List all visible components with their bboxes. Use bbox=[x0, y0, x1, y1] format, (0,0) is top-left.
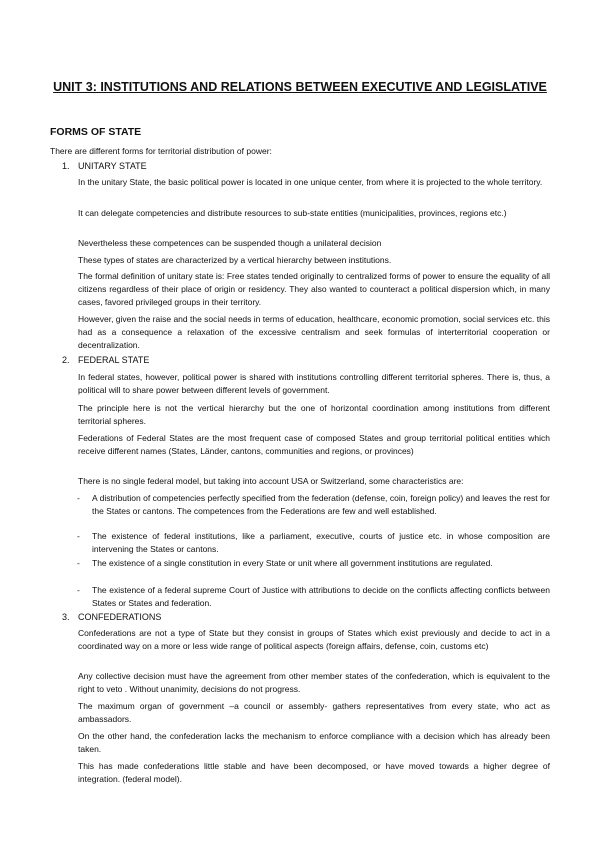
paragraph: These types of states are characterized by a vertical hierarchy between institutions. bbox=[78, 255, 392, 265]
list-item-text: The existence of a single constitution in every State or unit where all government institutions are regulated. bbox=[92, 558, 493, 568]
section-number: 1. bbox=[62, 161, 70, 171]
section-name: CONFEDERATIONS bbox=[78, 612, 162, 622]
list-item bbox=[77, 492, 550, 518]
document-title: UNIT 3: INSTITUTIONS AND RELATIONS BETWEEN EXECUTIVE AND LEGISLATIVE bbox=[53, 80, 547, 94]
paragraph: Confederations are not a type of State but they consist in groups of States which exist previously and decide to act in a coordinated way on a more or less wide range of political aspects (foreign affairs, defense, coin, customs etc) bbox=[78, 628, 550, 651]
paragraph: Any collective decision must have the agreement from other member states of the confederation, which is equivalent to the right to veto . Without unanimity, decisions do not progress. bbox=[78, 671, 550, 694]
list-item bbox=[77, 557, 550, 570]
list-item bbox=[77, 584, 550, 610]
section-number: 2. bbox=[62, 355, 70, 365]
list-item-text: The existence of federal institutions, like a parliament, executive, courts of justice etc. in whose composition are intervening the States or cantons. bbox=[92, 531, 550, 554]
section-title-federal bbox=[62, 355, 149, 365]
section-heading: FORMS OF STATE bbox=[50, 126, 142, 138]
list-item-text: The existence of a federal supreme Court of Justice with attributions to decide on the conflicts affecting conflicts between States or States and federation. bbox=[92, 585, 550, 608]
paragraph: There is no single federal model, but taking into account USA or Switzerland, some characteristics are: bbox=[78, 476, 464, 486]
intro-text: There are different forms for territorial distribution of power: bbox=[50, 146, 272, 156]
paragraph: In the unitary State, the basic political power is located in one unique center, from where it is projected to the whole territory. bbox=[78, 177, 543, 187]
section-title-confederations bbox=[62, 612, 161, 622]
section-number: 3. bbox=[62, 612, 70, 622]
paragraph: In federal states, however, political power is shared with institutions controlling different territorial spheres. There is, thus, a political will to share power between different levels of government. bbox=[78, 372, 550, 395]
paragraph: It can delegate competencies and distribute resources to sub-state entities (municipalities, provinces, regions etc.) bbox=[78, 208, 507, 218]
paragraph: Federations of Federal States are the most frequent case of composed States and group territorial political entities which receive different names (States, Länder, cantons, communities and regions, or provinces) bbox=[78, 433, 550, 456]
paragraph: Nevertheless these competences can be suspended though a unilateral decision bbox=[78, 238, 382, 248]
bullet-dash: - bbox=[77, 558, 80, 568]
paragraph: The formal definition of unitary state is: Free states tended originally to centralized forms of power to ensure the equality of all citizens regardless of their place of origin or residency. They also wanted to counteract a political dispersion which, in many cases, favored privileged groups in their territory. bbox=[78, 271, 550, 307]
bullet-dash: - bbox=[77, 585, 80, 595]
bullet-dash: - bbox=[77, 531, 80, 541]
bullet-dash: - bbox=[77, 493, 80, 503]
section-title-unitary bbox=[62, 161, 147, 171]
paragraph: The principle here is not the vertical hierarchy but the one of horizontal coordination among institutions from different territorial spheres. bbox=[78, 403, 550, 426]
paragraph: However, given the raise and the social needs in terms of education, healthcare, economic promotion, social services etc. this had as a consequence a relaxation of the excessive centralism and seek formulas of interterritorial cooperation or decentralization. bbox=[78, 314, 550, 350]
paragraph: This has made confederations little stable and have been decomposed, or have moved towards a higher degree of integration. (federal model). bbox=[78, 761, 550, 784]
list-item-text: A distribution of competencies perfectly specified from the federation (defense, coin, foreign policy) and leaves the rest for the States or cantons. The competences from the Federations are few and well established. bbox=[92, 493, 550, 516]
paragraph: The maximum organ of government –a council or assembly- gathers representatives from every state, who act as ambassadors. bbox=[78, 701, 550, 724]
list-item bbox=[77, 530, 550, 556]
section-name: FEDERAL STATE bbox=[78, 355, 150, 365]
section-name: UNITARY STATE bbox=[78, 161, 147, 171]
paragraph: On the other hand, the confederation lacks the mechanism to enforce compliance with a decision which has already been taken. bbox=[78, 731, 550, 754]
